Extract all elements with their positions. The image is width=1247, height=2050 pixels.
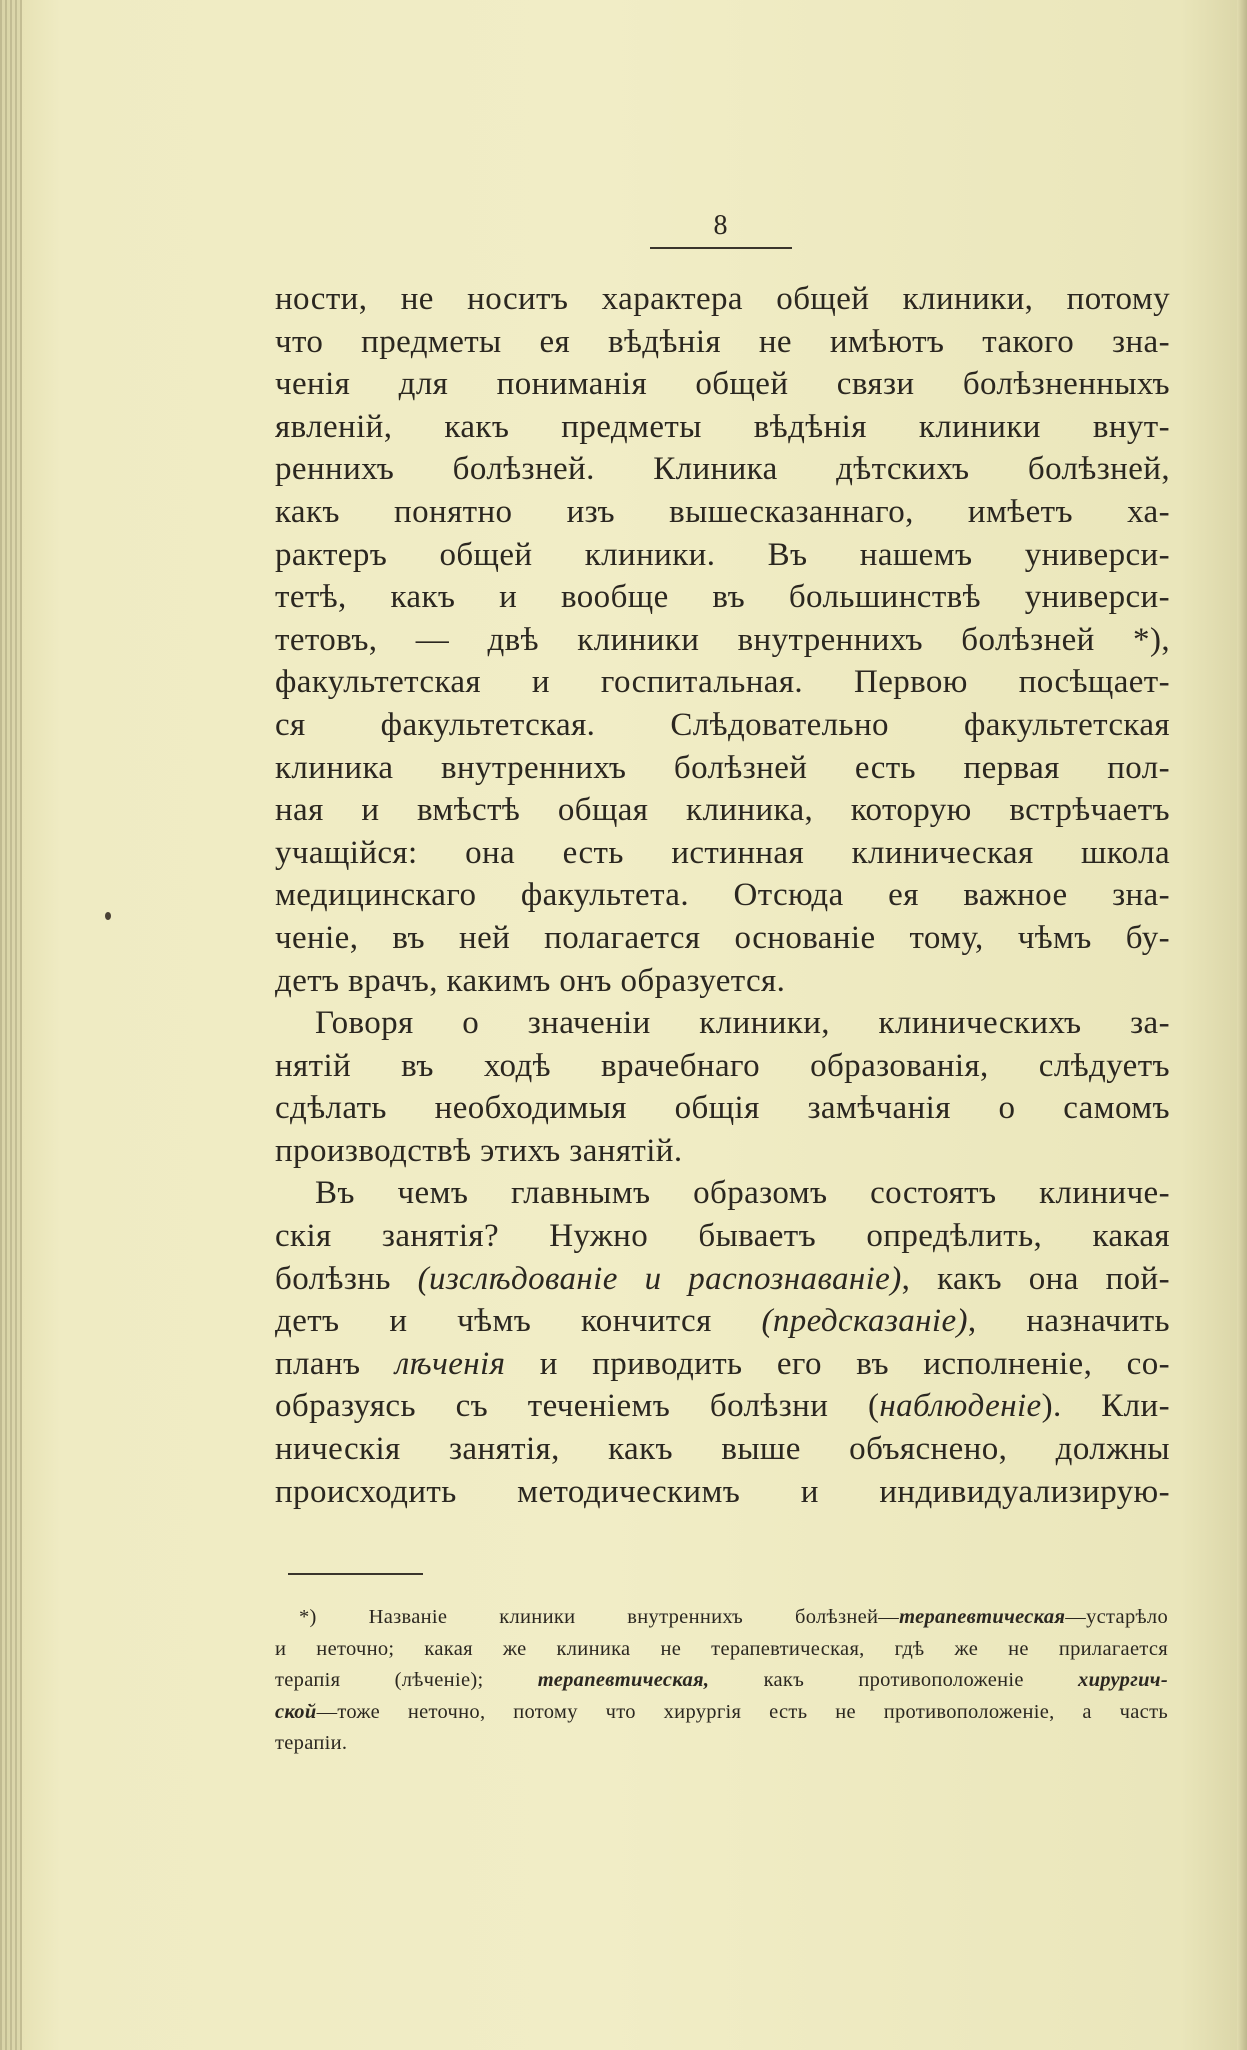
ink-speck bbox=[105, 912, 111, 920]
text-run: образуясь съ теченіемъ болѣзни ( bbox=[275, 1388, 880, 1425]
footnote-line bbox=[275, 1697, 1168, 1729]
body-line: тетовъ, — двѣ клиники внутреннихъ болѣзней *), bbox=[275, 621, 1170, 658]
italic-term: хирургич- bbox=[1078, 1669, 1168, 1691]
body-line: клиника внутреннихъ болѣзней есть первая пол- bbox=[275, 749, 1170, 786]
page-number: 8 bbox=[713, 210, 729, 241]
footnote-separator bbox=[288, 1573, 423, 1575]
body-line: нятій въ ходѣ врачебнаго образованія, слѣдуетъ bbox=[275, 1047, 1170, 1084]
text-run: , какъ она пой- bbox=[901, 1260, 1171, 1297]
body-line bbox=[275, 1343, 1170, 1386]
body-line: рактеръ общей клиники. Въ нашемъ универси- bbox=[275, 536, 1170, 573]
italic-term: терапевтическая bbox=[899, 1606, 1066, 1628]
text-run: болѣзнь bbox=[275, 1260, 418, 1297]
text-run: планъ bbox=[275, 1345, 395, 1382]
body-line: Въ чемъ главнымъ образомъ состоятъ клиниче- bbox=[315, 1175, 1170, 1212]
text-run: какъ противоположеніе bbox=[709, 1669, 1079, 1691]
text-run: и приводить его въ исполненіе, со- bbox=[505, 1345, 1170, 1382]
text-run: *) Названіе клиники внутреннихъ болѣзней— bbox=[299, 1606, 900, 1628]
body-line: Говоря о значеніи клиники, клиническихъ за- bbox=[315, 1005, 1170, 1042]
text-run: , назначить bbox=[967, 1303, 1170, 1340]
page-binding-edge bbox=[0, 0, 22, 2050]
body-line: сдѣлать необходимыя общія замѣчанія о самомъ bbox=[275, 1090, 1170, 1127]
body-line: ности, не носитъ характера общей клиники, потому bbox=[275, 281, 1170, 317]
footnote-line: терапіи. bbox=[275, 1732, 348, 1754]
body-line bbox=[275, 1300, 1170, 1343]
italic-term: терапевтическая, bbox=[537, 1669, 710, 1691]
page-right-edge bbox=[1237, 0, 1247, 2050]
italic-term: лѣченія bbox=[394, 1345, 506, 1382]
body-line: происходить методическимъ и индивидуализирую- bbox=[275, 1473, 1170, 1510]
footnote-line: и неточно; какая же клиника не терапевтическая, гдѣ же не прилагается bbox=[275, 1637, 1168, 1660]
text-run: —устарѣло bbox=[1065, 1606, 1168, 1628]
body-line: тетѣ, какъ и вообще въ большинствѣ универси- bbox=[275, 579, 1170, 616]
body-line: факультетская и госпитальная. Первою посѣщает- bbox=[275, 664, 1170, 701]
italic-term: наблюденіе bbox=[879, 1388, 1042, 1425]
italic-term: (изслѣдованіе и распознаваніе) bbox=[417, 1260, 902, 1297]
body-line: ся факультетская. Слѣдовательно факультетская bbox=[275, 706, 1170, 743]
footnote bbox=[275, 1602, 1168, 1760]
italic-term: (предсказаніе) bbox=[761, 1303, 968, 1340]
body-line: реннихъ болѣзней. Клиника дѣтскихъ болѣзней, bbox=[275, 451, 1170, 488]
body-line: скія занятія? Нужно бываетъ опредѣлить, какая bbox=[275, 1218, 1170, 1255]
text-run: —тоже неточно, потому что хирургія есть не противоположеніе, а часть bbox=[316, 1700, 1168, 1723]
body-line: детъ врачъ, какимъ онъ образуется. bbox=[275, 962, 786, 999]
page-number-rule bbox=[650, 247, 792, 249]
body-line: производствѣ этихъ занятій. bbox=[275, 1132, 683, 1169]
text-run: детъ и чѣмъ кончится bbox=[275, 1303, 762, 1340]
body-line: учащійся: она есть истинная клиническая школа bbox=[275, 834, 1170, 871]
body-line: ная и вмѣстѣ общая клиника, которую встрѣчаетъ bbox=[275, 792, 1170, 829]
body-line bbox=[275, 1385, 1170, 1428]
body-line: что предметы ея вѣдѣнія не имѣютъ такого зна- bbox=[275, 323, 1170, 360]
italic-term: ской bbox=[275, 1700, 317, 1723]
body-line: ченія для пониманія общей связи болѣзненныхъ bbox=[275, 366, 1170, 403]
footnote-line bbox=[275, 1665, 1168, 1697]
body-line: явленій, какъ предметы вѣдѣнія клиники внут- bbox=[275, 408, 1170, 445]
body-line bbox=[275, 1258, 1170, 1301]
body-line: ченіе, въ ней полагается основаніе тому, чѣмъ бу- bbox=[275, 919, 1170, 956]
body-line: медицинскаго факультета. Отсюда ея важное зна- bbox=[275, 877, 1170, 914]
footnote-line bbox=[275, 1602, 1168, 1634]
text-run: ). Кли- bbox=[1041, 1388, 1170, 1425]
text-run: терапія (лѣченіе); bbox=[275, 1669, 538, 1691]
body-text bbox=[275, 278, 1170, 1513]
body-line: ническія занятія, какъ выше объяснено, должны bbox=[275, 1431, 1170, 1468]
body-line: какъ понятно изъ вышесказаннаго, имѣетъ ха- bbox=[275, 493, 1170, 530]
